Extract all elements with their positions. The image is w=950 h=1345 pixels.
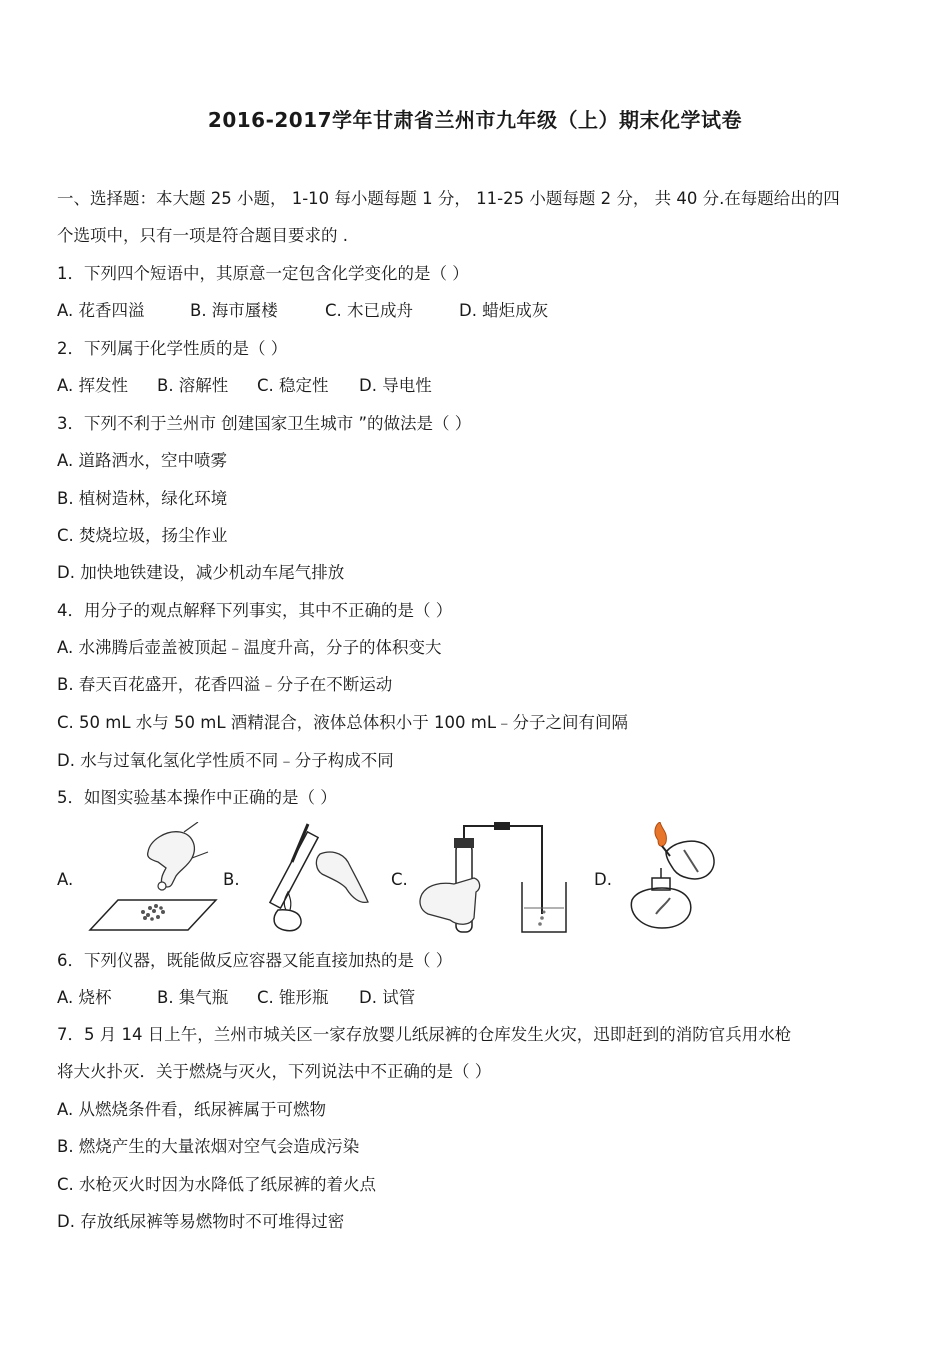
- question-1-options: [57, 300, 757, 322]
- option-a[interactable]: A. 烧杯: [57, 988, 112, 1007]
- option-b[interactable]: B. 集气瓶: [157, 988, 229, 1007]
- question-7-stem-line-2: 将大火扑灭．关于燃烧与灭火，下列说法中不正确的是（ ）: [57, 1062, 492, 1081]
- airtightness-check-figure: [418, 822, 578, 937]
- question-4-option-a[interactable]: A. 水沸腾后壶盖被顶起﹣温度升高，分子的体积变大: [57, 638, 442, 657]
- question-6-stem: 6．下列仪器，既能做反应容器又能直接加热的是（ ）: [57, 951, 453, 970]
- hand-picking-solid-figure: [88, 822, 218, 934]
- question-7-option-a[interactable]: A. 从燃烧条件看，纸尿裤属于可燃物: [57, 1100, 326, 1119]
- alcohol-lamp-lighting-figure: [622, 822, 722, 937]
- option-d[interactable]: D. 蜡炬成灰: [459, 301, 549, 320]
- question-3-option-b[interactable]: B. 植树造林，绿化环境: [57, 489, 228, 508]
- page-title: 2016-2017学年甘肃省兰州市九年级（上）期末化学试卷: [207, 108, 743, 132]
- option-b-label[interactable]: B.: [223, 870, 240, 889]
- question-3-option-d[interactable]: D. 加快地铁建设，减少机动车尾气排放: [57, 563, 345, 582]
- question-4-option-d[interactable]: D. 水与过氧化氢化学性质不同﹣分子构成不同: [57, 751, 394, 770]
- question-6-options: [57, 987, 757, 1009]
- option-d[interactable]: D. 导电性: [359, 376, 432, 395]
- question-3-option-c[interactable]: C. 焚烧垃圾，扬尘作业: [57, 526, 228, 545]
- question-7-option-c[interactable]: C. 水枪灭火时因为水降低了纸尿裤的着火点: [57, 1175, 377, 1194]
- question-2-options: [57, 375, 757, 397]
- question-7-stem-line-1: 7．5 月 14 日上午，兰州市城关区一家存放婴儿纸尿裤的仓库发生火灾，迅即赶到的消防官兵用水枪: [57, 1025, 792, 1044]
- heating-test-tube-figure: [250, 822, 375, 937]
- option-a-label[interactable]: A.: [57, 870, 74, 889]
- option-c[interactable]: C. 稳定性: [257, 376, 329, 395]
- question-7-option-d[interactable]: D. 存放纸尿裤等易燃物时不可堆得过密: [57, 1212, 345, 1231]
- option-b[interactable]: B. 溶解性: [157, 376, 229, 395]
- option-a[interactable]: A. 挥发性: [57, 376, 128, 395]
- option-c-label[interactable]: C.: [391, 870, 408, 889]
- question-7-option-b[interactable]: B. 燃烧产生的大量浓烟对空气会造成污染: [57, 1137, 360, 1156]
- option-b[interactable]: B. 海市蜃楼: [190, 301, 278, 320]
- option-d-label[interactable]: D.: [594, 870, 612, 889]
- option-c[interactable]: C. 锥形瓶: [257, 988, 329, 1007]
- question-3-option-a[interactable]: A. 道路洒水，空中喷雾: [57, 451, 227, 470]
- question-1-stem: 1．下列四个短语中，其原意一定包含化学变化的是（ ）: [57, 264, 469, 283]
- question-4-stem: 4．用分子的观点解释下列事实，其中不正确的是（ ）: [57, 601, 453, 620]
- question-2-stem: 2．下列属于化学性质的是（ ）: [57, 339, 288, 358]
- question-4-option-b[interactable]: B. 春天百花盛开，花香四溢﹣分子在不断运动: [57, 675, 393, 694]
- option-d[interactable]: D. 试管: [359, 988, 416, 1007]
- option-c[interactable]: C. 木已成舟: [325, 301, 414, 320]
- question-4-option-c[interactable]: C. 50 mL 水与 50 mL 酒精混合，液体总体积小于 100 mL﹣分子之间有间隔: [57, 713, 629, 732]
- question-5-figures: [0, 822, 950, 940]
- question-5-stem: 5．如图实验基本操作中正确的是（ ）: [57, 788, 337, 807]
- section-instructions-line-2: 个选项中，只有一项是符合题目要求的 .: [57, 226, 348, 245]
- option-a[interactable]: A. 花香四溢: [57, 301, 145, 320]
- section-instructions-line-1: 一、选择题：本大题 25 小题， 1-10 每小题每题 1 分， 11-25 小题每题 2 分， 共 40 分.在每题给出的四: [57, 189, 840, 208]
- question-3-stem: 3．下列不利于兰州市 创建国家卫生城市 ”的做法是（ ）: [57, 414, 472, 433]
